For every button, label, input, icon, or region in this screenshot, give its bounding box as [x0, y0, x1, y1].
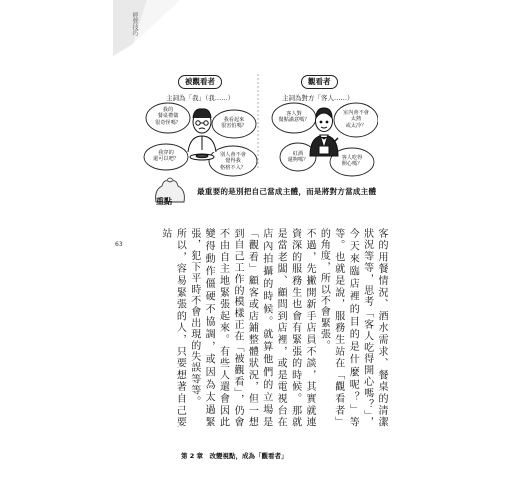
body-paragraph: 所以，容易緊張的人，只要想著自己要站: [159, 228, 186, 428]
bubble-wine-enough: 紅酒 還夠嗎？: [287, 151, 309, 164]
body-paragraph: 不過，先撇開新手店員不談，其實就連資深的服務生也會有緊張的時候。那就是當老闆、顧問到店裡，或是電視台在店內拍攝的時候。就算他們的立場是「觀看」顧客或店鋪整體狀況，但一想到自己工作的模樣正在「被觀看」，仍會不由自主地緊張起來。有些人還會因此變得動作僵硬不協調，或因為太過緊張，犯下平時不會出現的失誤等等。: [188, 228, 315, 428]
bubble-clothing: 我穿的 還可以吧？: [153, 150, 179, 163]
side-tab-label: 經營技巧: [131, 12, 138, 36]
chapter-footer: 第 2 章 改變視點，成為「觀看者」: [181, 452, 288, 460]
bubble-guest-satisfied: 客人對 餐點滿意嗎？: [278, 111, 310, 124]
observer-subject-text: 主詞為對方「客人……）: [282, 94, 354, 102]
observed-title-badge: 被觀看者: [178, 75, 222, 89]
observer-title-badge: 觀看者: [301, 75, 338, 89]
nervous-person-icon: [188, 109, 216, 160]
observed-subject-text: 主詞為「我」（我……）: [166, 94, 235, 102]
bubble-out-of-place: 別人會不會 覺得我 格格不入？: [220, 152, 246, 171]
bubble-room-temperature: 室內會不會 太熱 或太冷？: [343, 110, 369, 129]
key-point-label: 重點: [156, 196, 172, 206]
body-paragraph: 客的用餐情況、酒水需求、餐桌的清潔狀況等等，思考「客人吃得開心嗎？」，今天來臨店裡的目的是什麼呢？」等等。也就是說，服務生站在「觀看者」的角度，所以不會緊張。: [318, 228, 387, 428]
bubble-guest-happy: 客人吃得 開心嗎？: [341, 155, 363, 168]
bubble-look-scared: 我看起來 很害怕嗎？: [221, 117, 247, 130]
body-text: [154, 228, 388, 428]
key-point-text: 最重要的是別把自己當成主體，而是將對方當成主體: [197, 187, 377, 196]
page-number: 63: [115, 241, 123, 248]
bubble-table-manners: 我的 餐桌禮儀 很奇怪嗎？: [155, 107, 181, 126]
